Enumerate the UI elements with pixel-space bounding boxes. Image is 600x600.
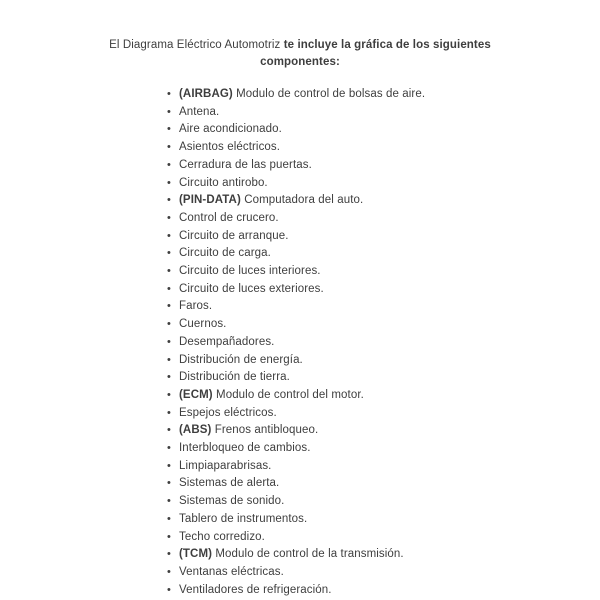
component-label: Sistemas de alerta.: [179, 477, 280, 490]
component-label: Modulo de control de bolsas de aire.: [236, 88, 426, 100]
component-label: Antena.: [179, 105, 220, 118]
list-item: [167, 316, 600, 334]
component-code: (AIRBAG): [179, 88, 237, 100]
component-label: Circuito antirobo.: [179, 176, 268, 189]
component-label: Cuernos.: [179, 318, 227, 331]
list-item: [167, 298, 600, 316]
component-code: (ABS): [179, 424, 215, 437]
list-item: [167, 281, 600, 299]
component-label: Interbloqueo de cambios.: [179, 442, 311, 455]
list-item: [167, 228, 600, 246]
list-item: [167, 405, 600, 423]
component-list: [167, 86, 600, 599]
list-item: [167, 352, 600, 370]
title-normal-text: El Diagrama Eléctrico Automotriz: [109, 39, 284, 51]
list-item: [167, 369, 600, 387]
component-label: Modulo de control del motor.: [216, 388, 364, 401]
list-item: [167, 529, 600, 547]
list-item: [167, 334, 600, 352]
title-bold-text: te incluye la gráfica de los siguientes componentes:: [260, 39, 491, 68]
component-code: (TCM): [179, 548, 216, 561]
list-item: [167, 139, 600, 157]
component-label: Circuito de carga.: [179, 247, 271, 260]
list-item: [167, 245, 600, 263]
list-item: [167, 175, 600, 193]
component-label: Circuito de luces exteriores.: [179, 282, 324, 295]
component-label: Control de crucero.: [179, 211, 279, 224]
list-item: [167, 458, 600, 476]
component-label: Sistemas de sonido.: [179, 495, 285, 508]
page-title: [85, 37, 515, 71]
component-label: Espejos eléctricos.: [179, 406, 277, 419]
component-label: Distribución de energía.: [179, 353, 303, 366]
list-item: [167, 104, 600, 122]
component-code: (PIN-DATA): [179, 194, 245, 207]
list-item: [167, 263, 600, 281]
component-label: Circuito de luces interiores.: [179, 265, 321, 278]
list-item: [167, 440, 600, 458]
component-label: Ventanas eléctricas.: [179, 565, 284, 578]
component-label: Circuito de arranque.: [179, 229, 289, 242]
component-label: Desempañadores.: [179, 335, 275, 348]
list-item: [167, 564, 600, 582]
component-label: Aire acondicionado.: [179, 123, 282, 136]
component-label: Distribución de tierra.: [179, 371, 290, 384]
component-label: Tablero de instrumentos.: [179, 512, 308, 525]
component-label: Ventiladores de refrigeración.: [179, 583, 332, 596]
component-label: Cerradura de las puertas.: [179, 158, 312, 171]
list-item: [167, 387, 600, 405]
list-item: [167, 192, 600, 210]
component-label: Modulo de control de la transmisión.: [215, 548, 404, 561]
component-label: Asientos eléctricos.: [179, 141, 281, 154]
list-item: [167, 157, 600, 175]
list-item: [167, 475, 600, 493]
list-item: [167, 121, 600, 139]
component-code: (ECM): [179, 388, 217, 401]
component-label: Frenos antibloqueo.: [214, 424, 319, 437]
list-item: [167, 582, 600, 600]
component-label: Faros.: [179, 300, 213, 313]
component-label: Computadora del auto.: [244, 194, 364, 207]
component-label: Techo corredizo.: [179, 530, 265, 543]
list-item: [167, 493, 600, 511]
list-item: [167, 546, 600, 564]
list-item: [167, 86, 600, 104]
list-item: [167, 422, 600, 440]
list-item: [167, 210, 600, 228]
list-item: [167, 511, 600, 529]
component-label: Limpiaparabrisas.: [179, 459, 272, 472]
